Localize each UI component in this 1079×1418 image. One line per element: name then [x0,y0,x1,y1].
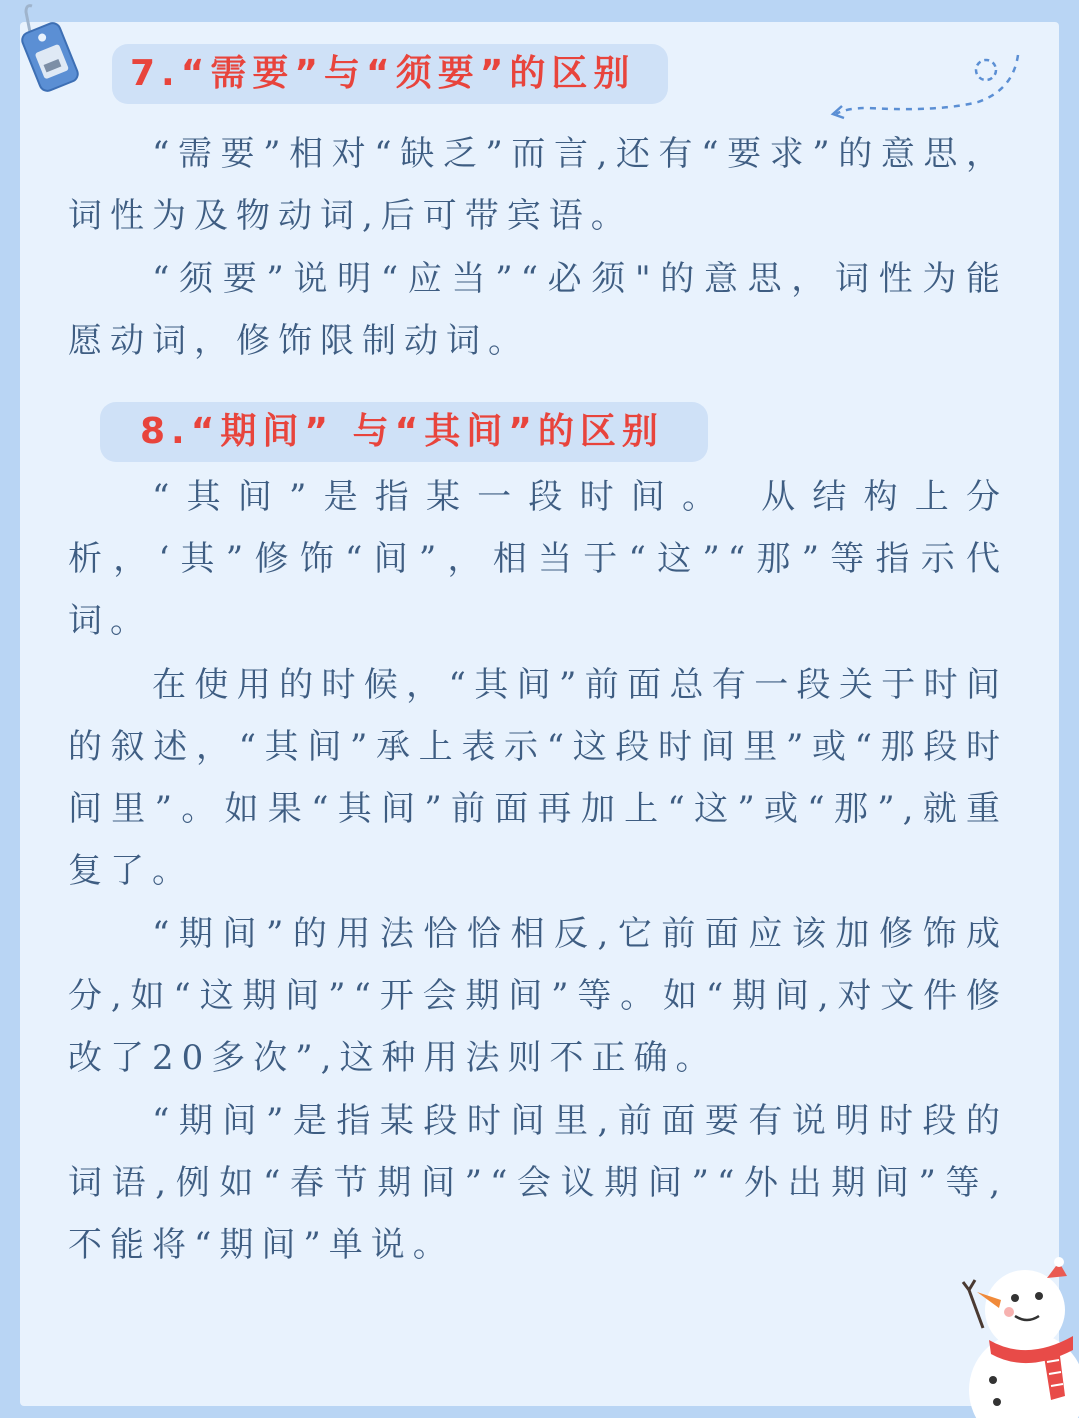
section-7-title: 7.“需要”与“须要”的区别 [112,44,668,104]
section-8-paragraph-4: “期间”是指某段时间里,前面要有说明时段的词语,例如“春节期间”“会议期间”“外出期间”等,不能将“期间”单说。 [68,1101,1008,1265]
section-8-title: 8.“期间” 与“其间”的区别 [100,402,708,462]
section-7-paragraph-2: “须要”说明“应当”“必须"的意思，词性为能愿动词，修饰限制动词。 [68,259,1008,361]
section-8-paragraph-3: “期间”的用法恰恰相反,它前面应该加修饰成分,如“这期间”“开会期间”等。如“期间,对文件修改了20多次”,这种用法则不正确。 [68,914,1008,1078]
section-7-paragraph-1: “需要”相对“缺乏”而言,还有“要求”的意思，词性为及物动词,后可带宾语。 [68,134,1008,236]
section-8-paragraph-2: 在使用的时候，“其间”前面总有一段关于时间的叙述，“其间”承上表示“这段时间里”或“那段时间里”。如果“其间”前面再加上“这”或“那”,就重复了。 [68,665,1008,891]
snowman-icon [955,1250,1079,1418]
section-8-paragraph-1: “其间”是指某一段时间。 从结构上分析，‘其”修饰“间”，相当于“这”“那”等指示代词。 [68,477,1008,641]
luggage-tag-icon [12,2,82,97]
dashed-arrow-icon [828,50,1028,125]
